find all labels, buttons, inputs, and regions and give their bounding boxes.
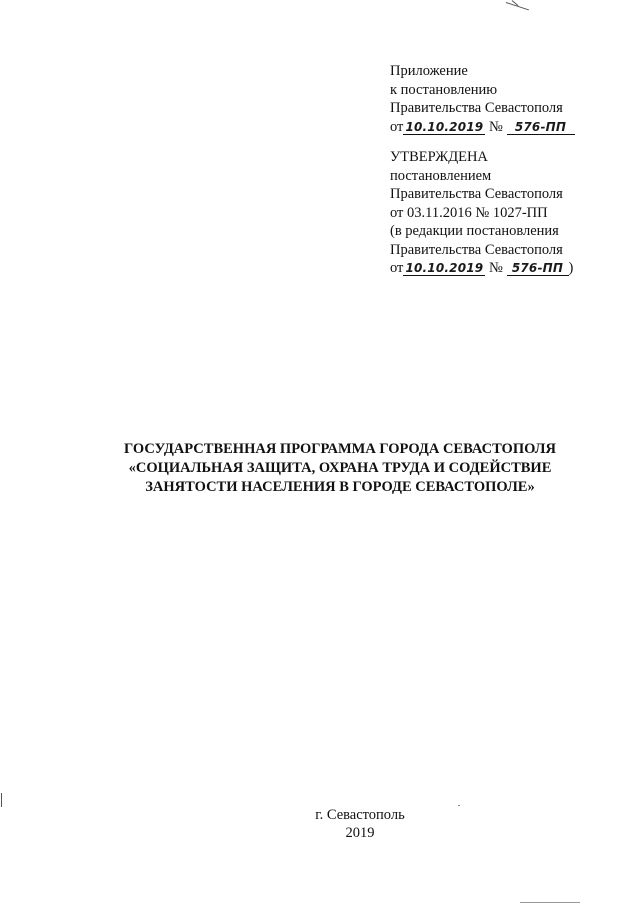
- approved-heading: УТВЕРЖДЕНА: [390, 149, 488, 165]
- approved-revision-government: Правительства Севастополя: [390, 241, 563, 258]
- approved-closing-paren: ): [568, 260, 574, 276]
- approved-date-number-line: [390, 259, 573, 278]
- title-line-3: ЗАНЯТОСТИ НАСЕЛЕНИЯ В ГОРОДЕ СЕВАСТОПОЛЕ»: [145, 479, 535, 495]
- approved-revision-note: (в редакции постановления: [390, 223, 559, 239]
- footer-year: 2019: [345, 825, 375, 841]
- approved-handwritten-number: 576-ПП: [507, 261, 569, 276]
- title-line-1: ГОСУДАРСТВЕННАЯ ПРОГРАММА ГОРОДА СЕВАСТОПОЛЯ: [124, 441, 556, 457]
- appendix-to-resolution: к постановлению: [390, 81, 498, 98]
- scan-artifact-mark: [1, 793, 2, 807]
- approved-number-sign: №: [489, 260, 503, 276]
- approved-block: [390, 148, 573, 278]
- appendix-number-sign: №: [489, 118, 503, 135]
- approved-by-resolution: постановлением: [390, 167, 492, 184]
- appendix-label: Приложение: [390, 63, 468, 79]
- appendix-date-number-line: [390, 118, 575, 137]
- document-footer: [260, 806, 460, 842]
- approved-from-prefix: от: [390, 260, 404, 276]
- program-title: [40, 440, 640, 497]
- approved-original-resolution: от 03.11.2016 № 1027-ПП: [390, 204, 548, 221]
- approved-handwritten-date: 10.10.2019: [403, 261, 485, 276]
- appendix-handwritten-date: 10.10.2019: [403, 120, 485, 135]
- appendix-from-prefix: от: [390, 118, 404, 135]
- appendix-government: Правительства Севастополя: [390, 100, 563, 116]
- footer-city: г. Севастополь: [315, 807, 405, 823]
- approved-government: Правительства Севастополя: [390, 186, 563, 202]
- title-line-2: «СОЦИАЛЬНАЯ ЗАЩИТА, ОХРАНА ТРУДА И СОДЕЙСТВИЕ: [128, 460, 552, 476]
- appendix-handwritten-number: 576-ПП: [507, 120, 575, 135]
- scan-artifact-mark: [520, 902, 580, 903]
- appendix-block: [390, 62, 575, 136]
